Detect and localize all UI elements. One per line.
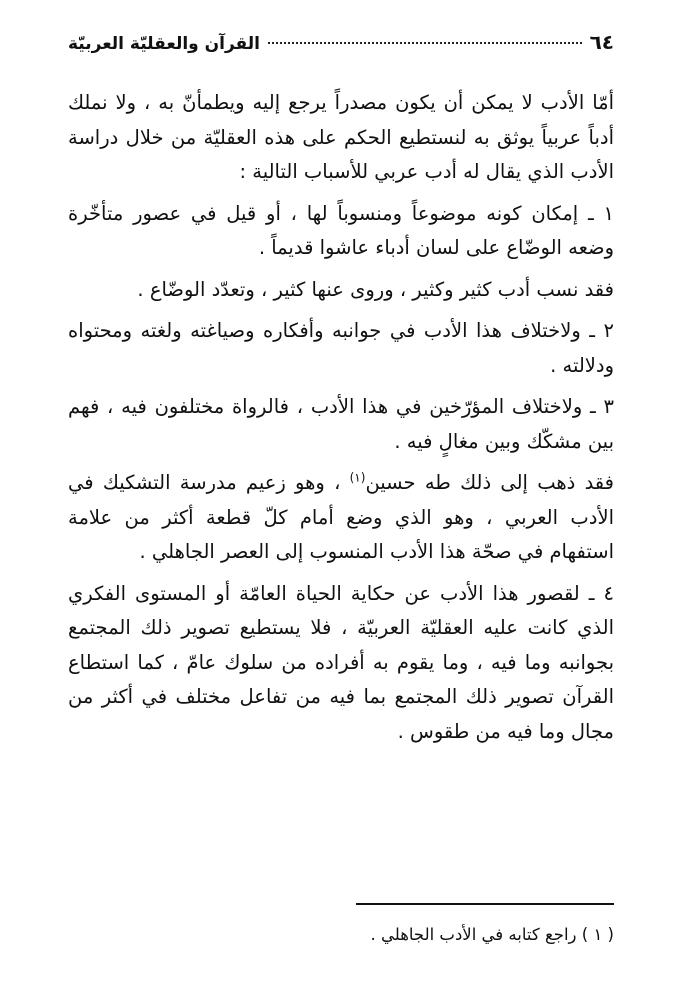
footnote-1: ( ١ ) راجع كتابه في الأدب الجاهلي . [370, 925, 614, 944]
footnote-divider [356, 903, 614, 905]
paragraph-taha-hussein-start: فقد ذهب إلى ذلك طه حسين [365, 471, 614, 494]
book-title: القرآن والعقليّة العربيّة [68, 34, 261, 54]
paragraph-reason-4: ٤ ـ لقصور هذا الأدب عن حكاية الحياة العامّة أو المستوى الفكري الذي كانت عليه العقليّة العربيّة ، فلا يستطيع تصوير ذلك المجتمع بجوانبه وما فيه ، وما يقوم به أفراده من سلوك عامّ ، كما استطاع القرآن تصوير ذلك المجتمع بما فيه من تفاعل مختلف في أكثر من مجال وما فيه من طقوس . [68, 581, 614, 743]
footnote-reference[interactable]: (١) [349, 470, 366, 485]
page-number: ٦٤ [589, 30, 614, 54]
paragraph-intro: أمّا الأدب لا يمكن أن يكون مصدراً يرجع إليه ويطمأنّ به ، ولا نملك أدباً عربياً يوثق به لنستطيع الحكم على هذه العقليّة من خلال دراسة الأدب الذي يقال له أدب عربي للأسباب التالية : [68, 91, 614, 183]
running-header [68, 30, 614, 60]
paragraph-reason-3: ٣ ـ ولاختلاف المؤرّخين في هذا الأدب ، فالرواة مختلفون فيه ، فهم بين مشكّك وبين مغالٍ فيه . [68, 395, 614, 453]
paragraph-taha-hussein [68, 466, 614, 570]
paragraph-reason-1-note: فقد نسب أدب كثير وكثير ، وروى عنها كثير ، وتعدّد الوضّاع . [137, 277, 614, 301]
paragraph-reason-1: ١ ـ إمكان كونه موضوعاً ومنسوباً لها ، أو قيل في عصور متأخّرة وضعه الوضّاع على لسان أدباء عاشوا قديماً . [68, 201, 614, 259]
dot-leader [268, 42, 582, 44]
paragraph-taha-hussein-rest: ، وهو زعيم مدرسة التشكيك في الأدب العربي ، وهو الذي وضع أمام كلّ قطعة أكثر من علامة استفهام في صحّة هذا الأدب المنسوب إلى العصر الجاهلي . [68, 471, 614, 563]
body-text [68, 86, 614, 756]
paragraph-reason-2: ٢ ـ ولاختلاف هذا الأدب في جوانبه وأفكاره وصياغته ولغته ومحتواه ودلالته . [68, 319, 614, 377]
